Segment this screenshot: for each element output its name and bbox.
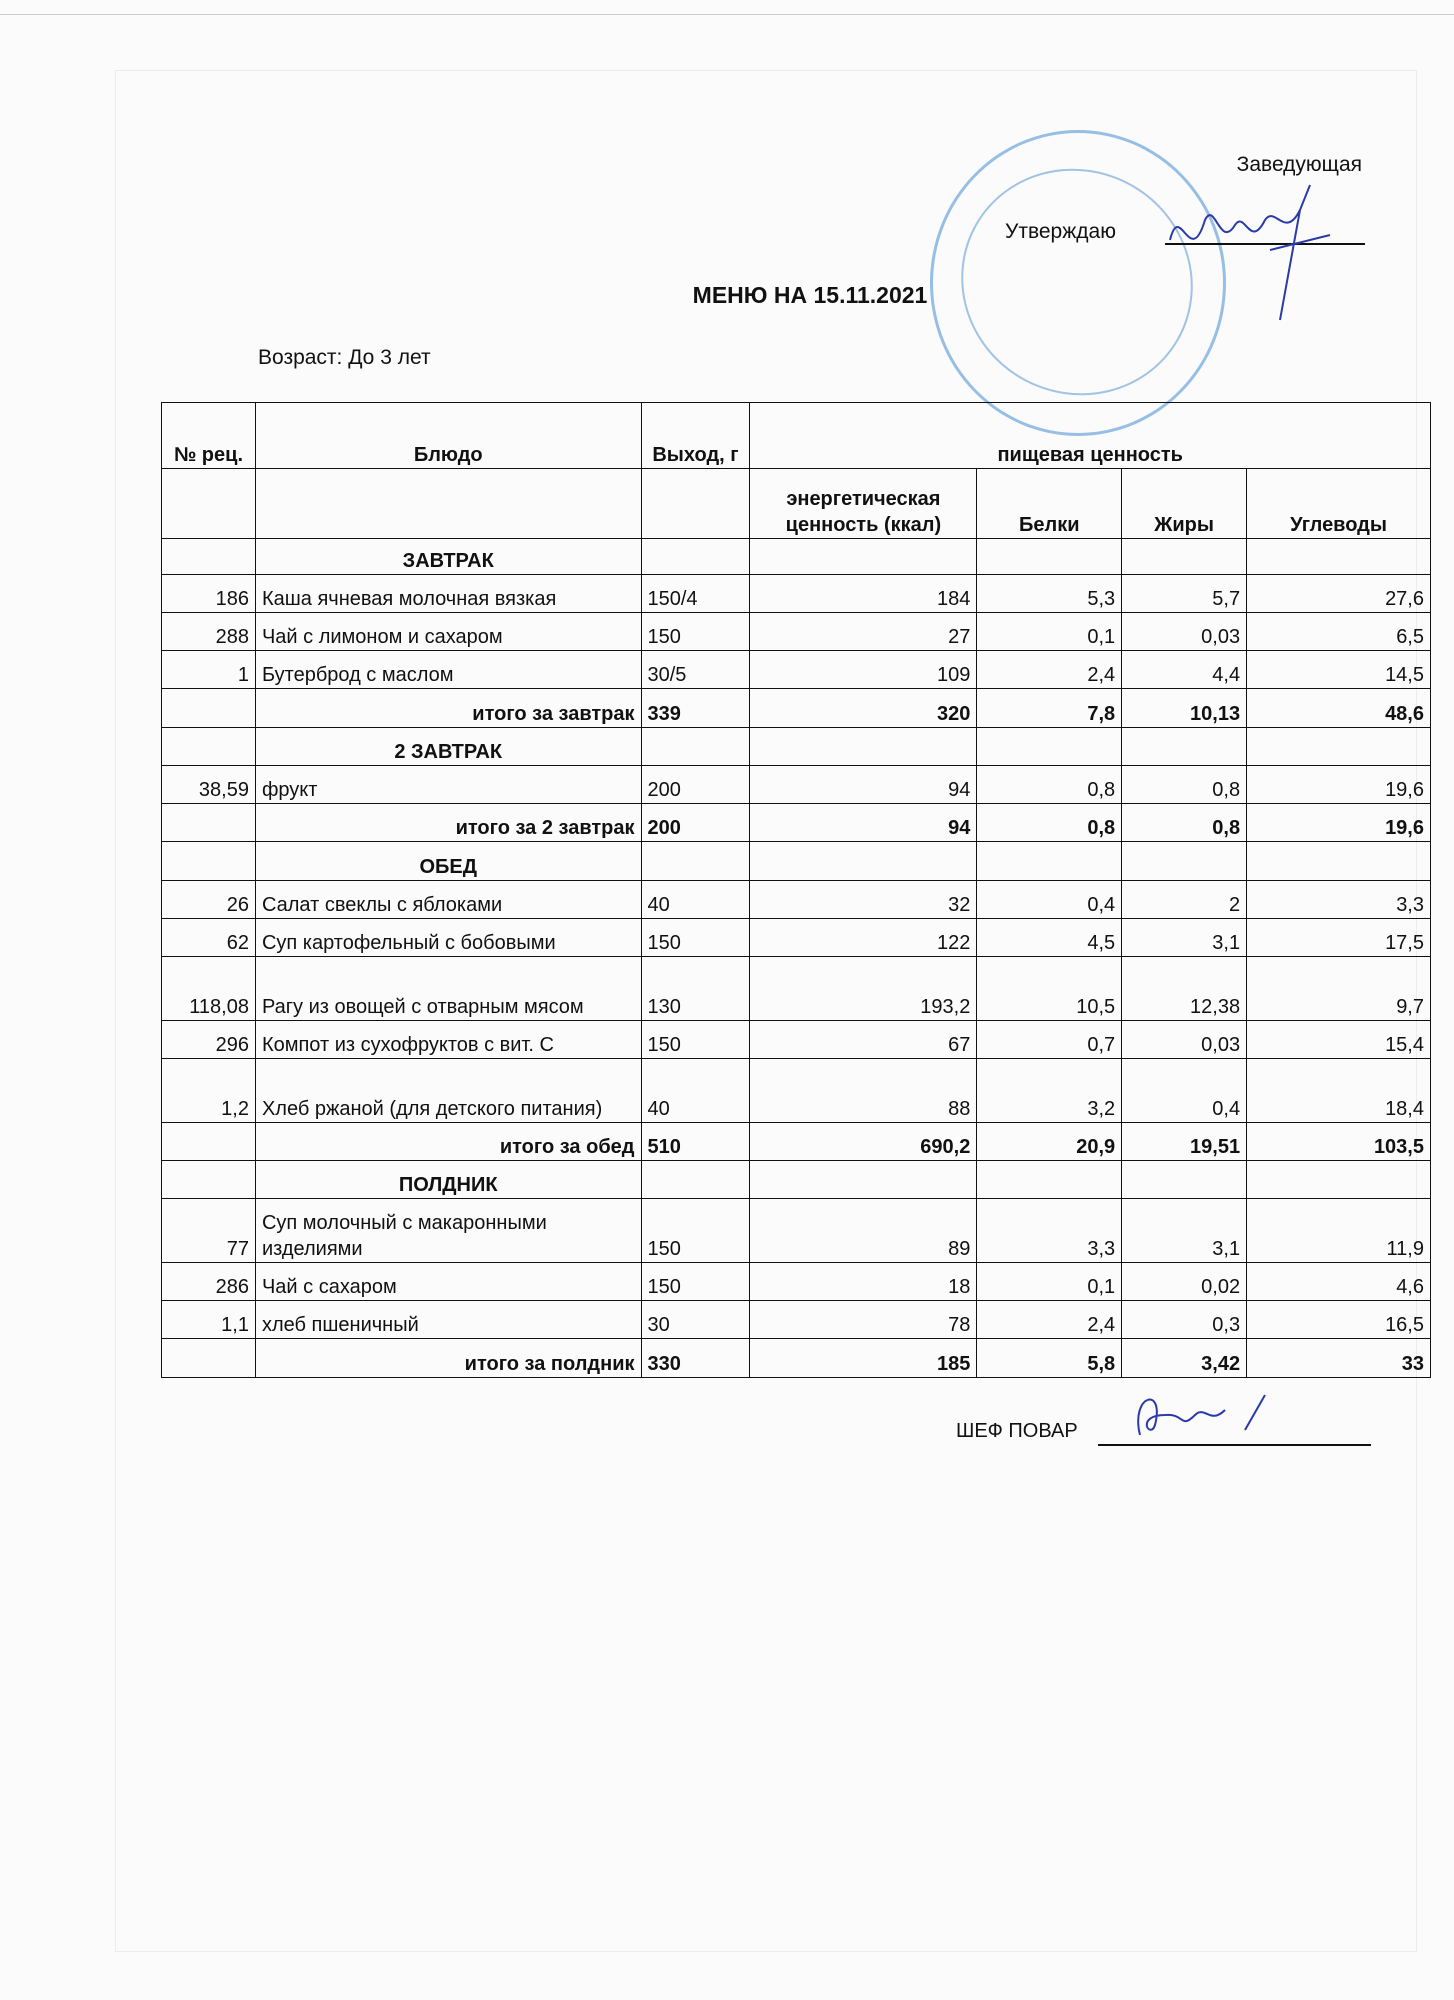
cell-fat: 3,1 — [1122, 919, 1247, 957]
cell-fat — [1122, 728, 1247, 766]
cell-num: 62 — [162, 919, 256, 957]
cell-dish: ПОЛДНИК — [255, 1161, 641, 1199]
cell-energy: 18 — [750, 1263, 977, 1301]
age-label: Возраст: До 3 лет — [258, 346, 431, 369]
cell-protein — [977, 1161, 1122, 1199]
cell-energy: 109 — [750, 651, 977, 689]
approve-label: Утверждаю — [1005, 220, 1116, 243]
section-row — [162, 728, 1431, 766]
cell-num: 1,2 — [162, 1059, 256, 1123]
table-row — [162, 881, 1431, 919]
head-role-label: Заведующая — [1236, 153, 1362, 176]
cell-protein — [977, 539, 1122, 575]
cell-carbs: 19,6 — [1247, 766, 1431, 804]
table-row — [162, 1059, 1431, 1123]
cell-num — [162, 804, 256, 842]
cell-energy: 94 — [750, 804, 977, 842]
cell-fat: 19,51 — [1122, 1123, 1247, 1161]
cell-dish: итого за завтрак — [255, 689, 641, 728]
cell-fat: 0,02 — [1122, 1263, 1247, 1301]
cell-yield — [641, 1161, 750, 1199]
total-row — [162, 689, 1431, 728]
cell-yield: 30 — [641, 1301, 750, 1339]
cell-energy: 89 — [750, 1199, 977, 1263]
cell-carbs — [1247, 842, 1431, 881]
cell-protein: 4,5 — [977, 919, 1122, 957]
cell-energy — [750, 842, 977, 881]
table-row — [162, 766, 1431, 804]
total-row — [162, 1123, 1431, 1161]
cell-fat: 0,3 — [1122, 1301, 1247, 1339]
cell-protein: 5,3 — [977, 575, 1122, 613]
cell-num: 286 — [162, 1263, 256, 1301]
cell-fat: 0,4 — [1122, 1059, 1247, 1123]
cell-dish: фрукт — [255, 766, 641, 804]
cell-energy: 185 — [750, 1339, 977, 1378]
cell-yield: 510 — [641, 1123, 750, 1161]
cell-yield: 330 — [641, 1339, 750, 1378]
cell-num — [162, 1123, 256, 1161]
header-energy: энергетическая ценность (ккал) — [750, 469, 977, 539]
cell-yield: 339 — [641, 689, 750, 728]
cell-yield: 40 — [641, 1059, 750, 1123]
cell-fat: 0,8 — [1122, 804, 1247, 842]
cell-protein — [977, 842, 1122, 881]
cell-dish: 2 ЗАВТРАК — [255, 728, 641, 766]
cell-dish: Бутерброд с маслом — [255, 651, 641, 689]
cell-dish: Суп молочный с макаронными изделиями — [255, 1199, 641, 1263]
cell-energy: 88 — [750, 1059, 977, 1123]
cell-dish: Салат свеклы с яблоками — [255, 881, 641, 919]
cell-energy: 32 — [750, 881, 977, 919]
table-row — [162, 613, 1431, 651]
section-row — [162, 842, 1431, 881]
cell-carbs — [1247, 539, 1431, 575]
cell-protein: 2,4 — [977, 651, 1122, 689]
cell-protein: 0,8 — [977, 804, 1122, 842]
page-title: МЕНЮ НА 15.11.2021 — [692, 282, 928, 308]
cell-carbs: 27,6 — [1247, 575, 1431, 613]
cell-fat — [1122, 842, 1247, 881]
cell-yield: 150 — [641, 919, 750, 957]
cell-energy — [750, 539, 977, 575]
cell-carbs: 33 — [1247, 1339, 1431, 1378]
cell-carbs: 15,4 — [1247, 1021, 1431, 1059]
cell-energy — [750, 728, 977, 766]
cell-dish: Рагу из овощей с отварным мясом — [255, 957, 641, 1021]
cell-protein: 0,1 — [977, 1263, 1122, 1301]
cell-protein: 5,8 — [977, 1339, 1122, 1378]
header-fat: Жиры — [1122, 469, 1247, 539]
cell-energy: 122 — [750, 919, 977, 957]
cell-protein: 3,3 — [977, 1199, 1122, 1263]
menu-table — [161, 402, 1431, 1378]
header-dish: Блюдо — [255, 403, 641, 469]
cell-yield: 30/5 — [641, 651, 750, 689]
cell-fat: 0,03 — [1122, 613, 1247, 651]
cell-yield: 150 — [641, 1021, 750, 1059]
cell-dish: итого за обед — [255, 1123, 641, 1161]
cell-yield: 200 — [641, 804, 750, 842]
cell-energy: 193,2 — [750, 957, 977, 1021]
total-row — [162, 804, 1431, 842]
header-num: № рец. — [162, 403, 256, 469]
header-nutrition: пищевая ценность — [750, 403, 1431, 469]
chef-label: ШЕФ ПОВАР — [956, 1420, 1078, 1442]
cell-fat: 0,03 — [1122, 1021, 1247, 1059]
cell-yield: 150 — [641, 1199, 750, 1263]
cell-protein: 20,9 — [977, 1123, 1122, 1161]
table-row — [162, 919, 1431, 957]
cell-carbs: 16,5 — [1247, 1301, 1431, 1339]
cell-dish: ОБЕД — [255, 842, 641, 881]
cell-num: 288 — [162, 613, 256, 651]
cell-num: 38,59 — [162, 766, 256, 804]
cell-carbs: 17,5 — [1247, 919, 1431, 957]
cell-protein: 2,4 — [977, 1301, 1122, 1339]
cell-yield — [641, 842, 750, 881]
header-yield: Выход, г — [641, 403, 750, 469]
table-row — [162, 1199, 1431, 1263]
table-row — [162, 1301, 1431, 1339]
table-row — [162, 575, 1431, 613]
scan-edge-line — [0, 14, 1454, 15]
chef-signature — [1125, 1385, 1305, 1445]
cell-fat: 5,7 — [1122, 575, 1247, 613]
cell-energy: 184 — [750, 575, 977, 613]
cell-num — [162, 689, 256, 728]
cell-carbs — [1247, 1161, 1431, 1199]
cell-yield: 150/4 — [641, 575, 750, 613]
cell-carbs — [1247, 728, 1431, 766]
cell-dish: итого за 2 завтрак — [255, 804, 641, 842]
cell-num — [162, 1161, 256, 1199]
head-signature — [1160, 180, 1350, 330]
cell-dish: хлеб пшеничный — [255, 1301, 641, 1339]
cell-fat: 4,4 — [1122, 651, 1247, 689]
cell-protein: 0,1 — [977, 613, 1122, 651]
cell-fat: 3,42 — [1122, 1339, 1247, 1378]
cell-fat: 0,8 — [1122, 766, 1247, 804]
cell-yield: 150 — [641, 613, 750, 651]
cell-yield: 200 — [641, 766, 750, 804]
cell-num: 1 — [162, 651, 256, 689]
cell-carbs: 18,4 — [1247, 1059, 1431, 1123]
cell-num: 296 — [162, 1021, 256, 1059]
cell-energy: 320 — [750, 689, 977, 728]
cell-dish: Суп картофельный с бобовыми — [255, 919, 641, 957]
cell-protein: 3,2 — [977, 1059, 1122, 1123]
cell-carbs: 4,6 — [1247, 1263, 1431, 1301]
section-row — [162, 1161, 1431, 1199]
cell-carbs: 11,9 — [1247, 1199, 1431, 1263]
cell-carbs: 103,5 — [1247, 1123, 1431, 1161]
cell-carbs: 3,3 — [1247, 881, 1431, 919]
cell-dish: Хлеб ржаной (для детского питания) — [255, 1059, 641, 1123]
cell-protein: 0,4 — [977, 881, 1122, 919]
cell-fat: 3,1 — [1122, 1199, 1247, 1263]
cell-num — [162, 842, 256, 881]
table-row — [162, 1263, 1431, 1301]
cell-dish: ЗАВТРАК — [255, 539, 641, 575]
cell-energy: 94 — [750, 766, 977, 804]
cell-num — [162, 728, 256, 766]
header-carbs: Углеводы — [1247, 469, 1431, 539]
cell-protein: 10,5 — [977, 957, 1122, 1021]
cell-num — [162, 1339, 256, 1378]
cell-yield — [641, 728, 750, 766]
cell-protein: 7,8 — [977, 689, 1122, 728]
cell-dish: Чай с сахаром — [255, 1263, 641, 1301]
total-row — [162, 1339, 1431, 1378]
cell-fat — [1122, 1161, 1247, 1199]
table-row — [162, 651, 1431, 689]
cell-fat: 12,38 — [1122, 957, 1247, 1021]
cell-carbs: 48,6 — [1247, 689, 1431, 728]
cell-num: 77 — [162, 1199, 256, 1263]
cell-dish: Компот из сухофруктов с вит. С — [255, 1021, 641, 1059]
cell-yield — [641, 539, 750, 575]
cell-fat: 10,13 — [1122, 689, 1247, 728]
cell-energy: 67 — [750, 1021, 977, 1059]
cell-carbs: 6,5 — [1247, 613, 1431, 651]
cell-num: 118,08 — [162, 957, 256, 1021]
header-protein: Белки — [977, 469, 1122, 539]
cell-dish: итого за полдник — [255, 1339, 641, 1378]
cell-energy: 78 — [750, 1301, 977, 1339]
cell-num: 26 — [162, 881, 256, 919]
cell-protein: 0,7 — [977, 1021, 1122, 1059]
cell-dish: Каша ячневая молочная вязкая — [255, 575, 641, 613]
cell-yield: 130 — [641, 957, 750, 1021]
cell-carbs: 19,6 — [1247, 804, 1431, 842]
cell-protein: 0,8 — [977, 766, 1122, 804]
cell-dish: Чай с лимоном и сахаром — [255, 613, 641, 651]
section-row — [162, 539, 1431, 575]
cell-num: 186 — [162, 575, 256, 613]
cell-fat — [1122, 539, 1247, 575]
cell-yield: 150 — [641, 1263, 750, 1301]
cell-energy — [750, 1161, 977, 1199]
cell-yield: 40 — [641, 881, 750, 919]
cell-protein — [977, 728, 1122, 766]
cell-carbs: 14,5 — [1247, 651, 1431, 689]
cell-energy: 27 — [750, 613, 977, 651]
cell-energy: 690,2 — [750, 1123, 977, 1161]
cell-carbs: 9,7 — [1247, 957, 1431, 1021]
table-row — [162, 957, 1431, 1021]
cell-num — [162, 539, 256, 575]
table-row — [162, 1021, 1431, 1059]
cell-num: 1,1 — [162, 1301, 256, 1339]
cell-fat: 2 — [1122, 881, 1247, 919]
